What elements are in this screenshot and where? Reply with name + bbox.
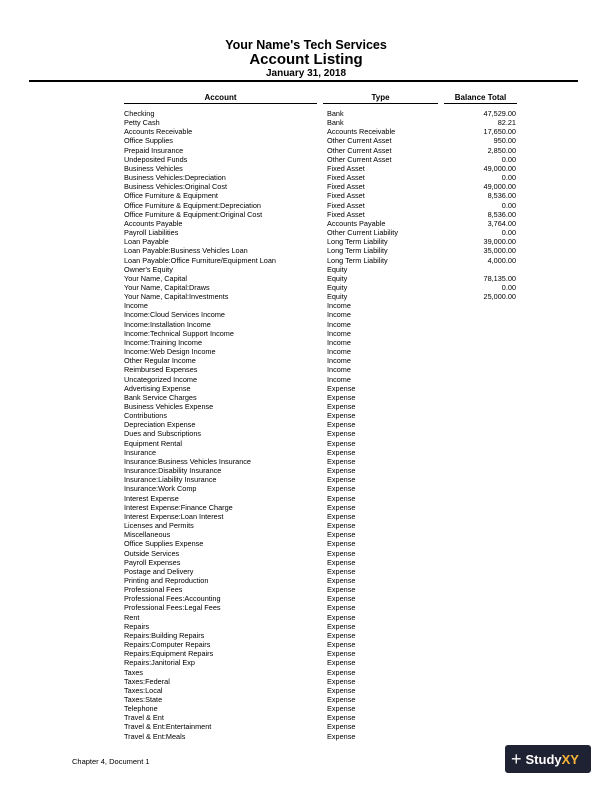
type-cell: Expense — [327, 695, 356, 704]
account-cell: Insurance:Disability Insurance — [124, 466, 222, 476]
account-cell: Taxes — [124, 667, 144, 677]
account-cell: Interest Expense:Finance Charge — [124, 502, 233, 512]
type-cell: Income — [327, 374, 351, 384]
table-row — [0, 521, 612, 530]
account-cell: Rent — [124, 612, 140, 622]
account-cell: Income:Web Design Income — [124, 347, 216, 357]
type-cell: Expense — [327, 420, 356, 430]
type-cell: Expense — [327, 676, 356, 686]
type-cell: Income — [327, 337, 351, 347]
balance-cell: 0.00 — [501, 173, 516, 183]
balance-cell: 0.00 — [501, 282, 516, 292]
account-cell: Business Vehicles:Depreciation — [124, 173, 226, 183]
studyxy-logo[interactable] — [505, 745, 591, 773]
account-cell: Payroll Liabilities — [124, 228, 179, 238]
balance-cell: 49,000.00 — [483, 163, 516, 173]
account-cell: Accounts Receivable — [124, 127, 193, 137]
account-cell: Printing and Reproduction — [124, 575, 209, 585]
type-cell: Fixed Asset — [327, 191, 365, 201]
table-row — [0, 640, 612, 649]
type-cell: Expense — [327, 640, 356, 650]
table-row — [0, 402, 612, 411]
account-cell: Owner's Equity — [124, 264, 173, 274]
type-cell: Income — [327, 365, 351, 375]
type-cell: Expense — [327, 594, 356, 604]
account-cell: Outside Services — [124, 548, 180, 558]
table-row — [0, 201, 612, 210]
table-row — [0, 136, 612, 145]
account-cell: Business Vehicles Expense — [124, 402, 214, 411]
account-cell: Repairs:Equipment Repairs — [124, 649, 214, 659]
table-row — [0, 384, 612, 393]
type-cell: Expense — [327, 731, 356, 741]
table-row — [0, 182, 612, 191]
table-row — [0, 594, 612, 603]
table-row — [0, 164, 612, 173]
account-cell: Taxes:State — [124, 695, 163, 704]
column-underline-account — [124, 103, 317, 104]
table-row — [0, 429, 612, 438]
account-cell: Equipment Rental — [124, 438, 183, 448]
account-cell: Your Name, Capital:Investments — [124, 292, 229, 302]
account-cell: Office Supplies Expense — [124, 539, 204, 549]
column-underline-type — [323, 103, 438, 104]
table-row — [0, 686, 612, 695]
column-header-type: Type — [371, 93, 390, 102]
type-cell: Expense — [327, 466, 356, 476]
table-row — [0, 475, 612, 484]
account-cell: Repairs — [124, 621, 150, 631]
table-row — [0, 713, 612, 722]
account-cell: Taxes:Federal — [124, 676, 170, 686]
type-cell: Fixed Asset — [327, 200, 365, 210]
table-row — [0, 338, 612, 347]
type-cell: Expense — [327, 649, 356, 659]
type-cell: Expense — [327, 530, 356, 540]
table-row — [0, 292, 612, 301]
report-date: January 31, 2018 — [265, 68, 347, 79]
table-row — [0, 494, 612, 503]
table-row — [0, 585, 612, 594]
account-cell: Depreciation Expense — [124, 420, 196, 430]
account-cell: Insurance — [124, 447, 157, 457]
account-cell: Taxes:Local — [124, 685, 163, 695]
logo-name: Study — [525, 751, 562, 767]
type-cell: Expense — [327, 438, 356, 448]
account-cell: Repairs:Janitorial Exp — [124, 658, 195, 668]
type-cell: Expense — [327, 685, 356, 695]
type-cell: Expense — [327, 456, 356, 466]
table-row — [0, 420, 612, 429]
balance-cell: 47,529.00 — [483, 109, 516, 118]
balance-cell: 950.00 — [493, 136, 516, 146]
table-row — [0, 237, 612, 246]
table-row — [0, 677, 612, 686]
balance-cell: 8,536.00 — [487, 209, 516, 219]
type-cell: Income — [327, 347, 351, 357]
type-cell: Fixed Asset — [327, 173, 365, 183]
type-cell: Accounts Receivable — [327, 127, 396, 137]
table-row — [0, 448, 612, 457]
account-cell: Miscellaneous — [124, 530, 171, 540]
table-row — [0, 219, 612, 228]
type-cell: Expense — [327, 475, 356, 485]
type-cell: Expense — [327, 667, 356, 677]
type-cell: Expense — [327, 621, 356, 631]
account-cell: Dues and Subscriptions — [124, 429, 202, 439]
table-row — [0, 567, 612, 576]
type-cell: Equity — [327, 292, 348, 302]
account-cell: Undeposited Funds — [124, 154, 188, 164]
account-cell: Interest Expense:Loan Interest — [124, 511, 224, 521]
balance-cell: 39,000.00 — [483, 237, 516, 247]
balance-cell: 4,000.00 — [487, 255, 516, 265]
table-row — [0, 704, 612, 713]
type-cell: Expense — [327, 603, 356, 613]
balance-cell: 0.00 — [501, 154, 516, 164]
balance-cell: 2,850.00 — [487, 145, 516, 155]
table-row — [0, 512, 612, 521]
balance-cell: 35,000.00 — [483, 246, 516, 256]
account-cell: Petty Cash — [124, 118, 160, 128]
type-cell: Expense — [327, 539, 356, 549]
table-row — [0, 228, 612, 237]
type-cell: Equity — [327, 264, 348, 274]
account-cell: Loan Payable:Office Furniture/Equipment Loan — [124, 255, 276, 265]
table-row — [0, 457, 612, 466]
table-row — [0, 439, 612, 448]
type-cell: Fixed Asset — [327, 209, 365, 219]
balance-cell: 0.00 — [501, 228, 516, 238]
account-cell: Office Furniture & Equipment — [124, 191, 218, 201]
type-cell: Income — [327, 319, 351, 329]
balance-cell: 82.21 — [497, 118, 516, 128]
table-row — [0, 393, 612, 402]
table-row — [0, 365, 612, 374]
account-cell: Professional Fees — [124, 585, 183, 595]
balance-cell: 49,000.00 — [483, 182, 516, 192]
table-row — [0, 109, 612, 118]
table-row — [0, 301, 612, 310]
account-cell: Bank Service Charges — [124, 392, 197, 402]
table-row — [0, 127, 612, 136]
balance-cell: 3,764.00 — [487, 218, 516, 228]
type-cell: Income — [327, 356, 351, 366]
account-table — [0, 109, 612, 741]
account-cell: Loan Payable:Business Vehicles Loan — [124, 246, 248, 256]
table-row — [0, 256, 612, 265]
table-row — [0, 329, 612, 338]
account-cell: Office Supplies — [124, 136, 173, 146]
table-row — [0, 173, 612, 182]
table-row — [0, 146, 612, 155]
account-cell: Office Furniture & Equipment:Original Cost — [124, 209, 263, 219]
table-row — [0, 274, 612, 283]
type-cell: Expense — [327, 713, 356, 723]
table-row — [0, 411, 612, 420]
logo-suffix: XY — [561, 751, 579, 767]
table-row — [0, 246, 612, 255]
table-row — [0, 320, 612, 329]
type-cell: Other Current Asset — [327, 136, 392, 146]
type-cell: Fixed Asset — [327, 163, 365, 173]
account-cell: Payroll Expenses — [124, 557, 181, 567]
header-divider — [29, 80, 578, 82]
account-cell: Professional Fees:Legal Fees — [124, 603, 221, 613]
type-cell: Other Current Asset — [327, 154, 392, 164]
account-cell: Office Furniture & Equipment:Depreciation — [124, 200, 261, 210]
type-cell: Expense — [327, 557, 356, 567]
table-row — [0, 356, 612, 365]
type-cell: Accounts Payable — [327, 218, 386, 228]
balance-cell: 25,000.00 — [483, 292, 516, 302]
account-cell: Business Vehicles — [124, 163, 183, 173]
type-cell: Income — [327, 328, 351, 338]
column-header-balance: Balance Total — [454, 93, 507, 102]
type-cell: Expense — [327, 575, 356, 585]
type-cell: Fixed Asset — [327, 182, 365, 192]
type-cell: Expense — [327, 612, 356, 622]
type-cell: Expense — [327, 658, 356, 668]
footer-text: Chapter 4, Document 1 — [72, 757, 150, 766]
column-underline-balance — [444, 103, 517, 104]
table-row — [0, 375, 612, 384]
type-cell: Expense — [327, 521, 356, 531]
account-cell: Postage and Delivery — [124, 566, 194, 576]
type-cell: Expense — [327, 383, 356, 393]
account-cell: Loan Payable — [124, 237, 169, 247]
account-cell: Repairs:Computer Repairs — [124, 640, 211, 650]
account-cell: Contributions — [124, 411, 167, 421]
table-row — [0, 283, 612, 292]
column-header-account: Account — [204, 93, 237, 102]
table-row — [0, 503, 612, 512]
account-cell: Accounts Payable — [124, 218, 183, 228]
type-cell: Bank — [327, 109, 344, 118]
table-row — [0, 631, 612, 640]
account-cell: Professional Fees:Accounting — [124, 594, 221, 604]
table-row — [0, 603, 612, 612]
type-cell: Long Term Liability — [327, 237, 388, 247]
account-cell: Other Regular Income — [124, 356, 196, 366]
type-cell: Bank — [327, 118, 344, 128]
type-cell: Expense — [327, 447, 356, 457]
table-row — [0, 558, 612, 567]
type-cell: Expense — [327, 402, 356, 411]
table-row — [0, 549, 612, 558]
type-cell: Expense — [327, 722, 356, 732]
table-row — [0, 210, 612, 219]
account-cell: Insurance:Business Vehicles Insurance — [124, 456, 251, 466]
table-row — [0, 622, 612, 631]
type-cell: Expense — [327, 429, 356, 439]
table-row — [0, 649, 612, 658]
type-cell: Expense — [327, 493, 356, 503]
account-cell: Repairs:Building Repairs — [124, 630, 205, 640]
table-row — [0, 668, 612, 677]
account-cell: Income:Training Income — [124, 337, 203, 347]
balance-cell: 8,536.00 — [487, 191, 516, 201]
account-cell: Business Vehicles:Original Cost — [124, 182, 228, 192]
type-cell: Expense — [327, 585, 356, 595]
account-cell: Income:Cloud Services Income — [124, 310, 225, 320]
type-cell: Other Current Liability — [327, 228, 398, 238]
account-cell: Telephone — [124, 704, 158, 714]
type-cell: Expense — [327, 502, 356, 512]
type-cell: Expense — [327, 630, 356, 640]
balance-cell: 17,650.00 — [483, 127, 516, 137]
type-cell: Expense — [327, 392, 356, 402]
balance-cell: 78,135.00 — [483, 273, 516, 283]
account-cell: Your Name, Capital — [124, 273, 188, 283]
table-row — [0, 613, 612, 622]
table-row — [0, 191, 612, 200]
account-cell: Travel & Ent:Entertainment — [124, 722, 212, 732]
table-row — [0, 466, 612, 475]
account-cell: Uncategorized Income — [124, 374, 198, 384]
type-cell: Other Current Asset — [327, 145, 392, 155]
type-cell: Expense — [327, 704, 356, 714]
account-cell: Travel & Ent — [124, 713, 164, 723]
account-cell: Checking — [124, 109, 155, 118]
table-row — [0, 732, 612, 741]
account-cell: Prepaid Insurance — [124, 145, 184, 155]
type-cell: Long Term Liability — [327, 255, 388, 265]
table-row — [0, 722, 612, 731]
table-row — [0, 484, 612, 493]
plus-icon: + — [511, 749, 522, 769]
type-cell: Expense — [327, 411, 356, 421]
type-cell: Equity — [327, 273, 348, 283]
table-row — [0, 539, 612, 548]
account-cell: Licenses and Permits — [124, 521, 194, 531]
account-cell: Interest Expense — [124, 493, 179, 503]
account-cell: Income — [124, 301, 148, 311]
account-cell: Income:Installation Income — [124, 319, 211, 329]
table-row — [0, 576, 612, 585]
account-cell: Reimbursed Expenses — [124, 365, 198, 375]
type-cell: Income — [327, 310, 351, 320]
account-cell: Insurance:Work Comp — [124, 484, 197, 494]
table-row — [0, 155, 612, 164]
type-cell: Expense — [327, 484, 356, 494]
table-row — [0, 695, 612, 704]
table-row — [0, 118, 612, 127]
account-cell: Your Name, Capital:Draws — [124, 282, 210, 292]
report-title: Account Listing — [249, 51, 363, 68]
table-row — [0, 658, 612, 667]
type-cell: Expense — [327, 548, 356, 558]
balance-cell: 0.00 — [501, 200, 516, 210]
table-row — [0, 310, 612, 319]
type-cell: Long Term Liability — [327, 246, 388, 256]
company-name: Your Name's Tech Services — [225, 38, 387, 52]
account-cell: Insurance:Liability Insurance — [124, 475, 217, 485]
account-cell: Income:Technical Support Income — [124, 328, 234, 338]
table-row — [0, 347, 612, 356]
type-cell: Expense — [327, 511, 356, 521]
type-cell: Expense — [327, 566, 356, 576]
account-cell: Travel & Ent:Meals — [124, 731, 186, 741]
table-row — [0, 265, 612, 274]
type-cell: Income — [327, 301, 351, 311]
account-cell: Advertising Expense — [124, 383, 191, 393]
table-row — [0, 530, 612, 539]
type-cell: Equity — [327, 282, 348, 292]
